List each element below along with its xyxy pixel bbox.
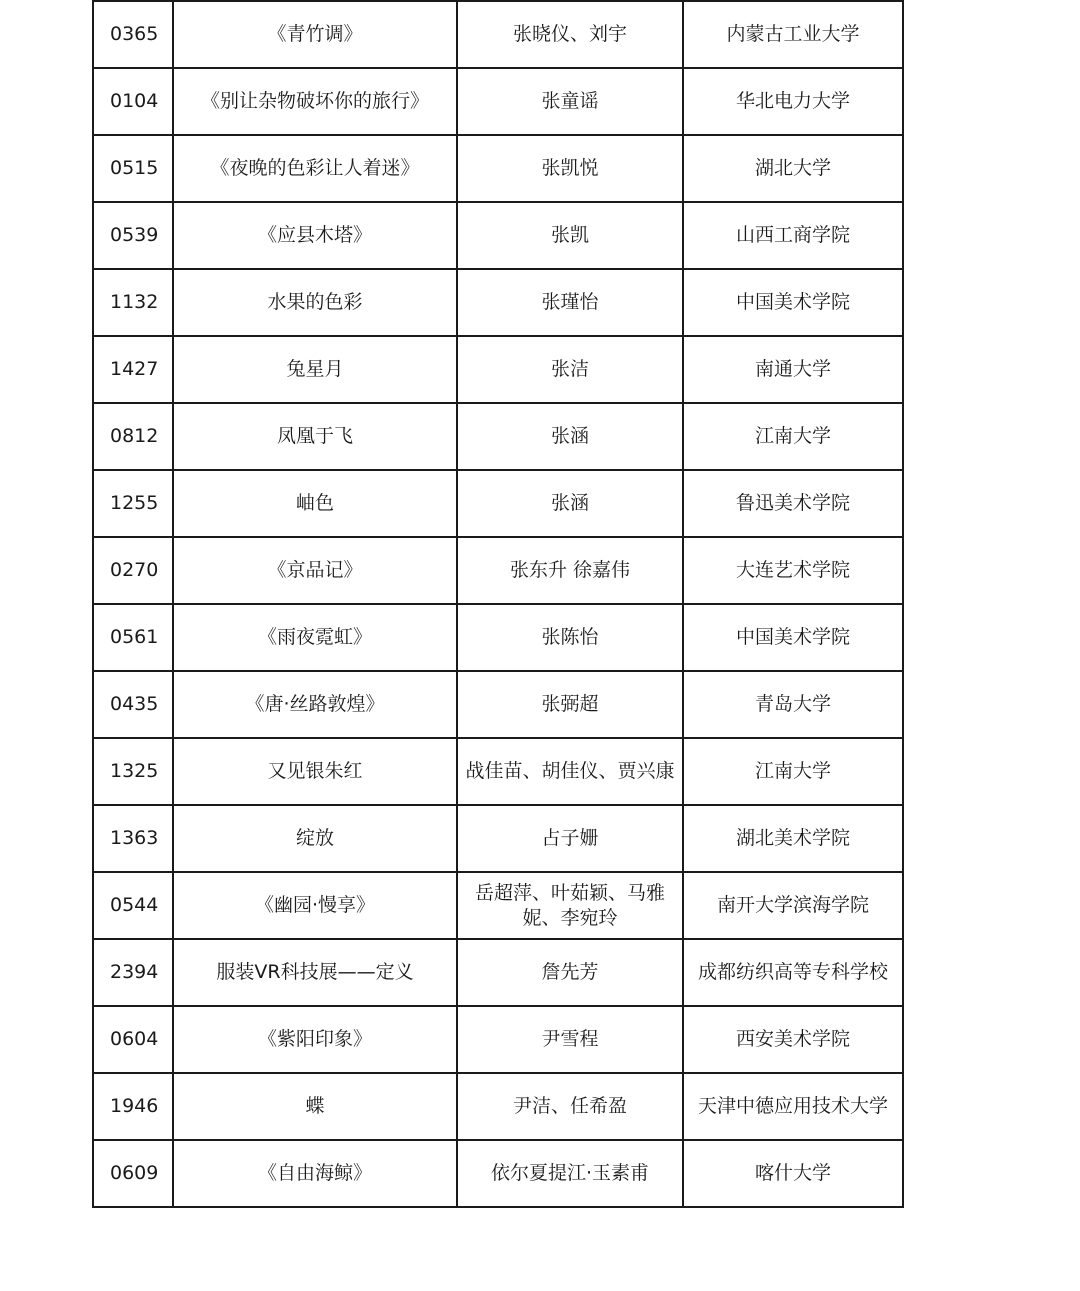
table-row [93,135,903,202]
table-row [93,738,903,805]
author-names: 岳超萍、叶茹颖、马雅妮、李宛玲 [457,872,683,939]
entry-id: 0604 [93,1006,173,1073]
author-names: 战佳苗、胡佳仪、贾兴康 [457,738,683,805]
entry-id: 2394 [93,939,173,1006]
author-names: 张陈怡 [457,604,683,671]
work-title: 兔星月 [173,336,457,403]
school-name: 江南大学 [683,403,903,470]
entry-id: 0270 [93,537,173,604]
school-name: 青岛大学 [683,671,903,738]
author-names: 张东升 徐嘉伟 [457,537,683,604]
entry-id: 0365 [93,1,173,68]
entry-id: 1946 [93,1073,173,1140]
school-name: 山西工商学院 [683,202,903,269]
table-row [93,604,903,671]
table-row [93,1073,903,1140]
author-names: 尹洁、任希盈 [457,1073,683,1140]
work-title: 凤凰于飞 [173,403,457,470]
table-row [93,805,903,872]
author-names: 张弼超 [457,671,683,738]
author-names: 张涵 [457,403,683,470]
table-row [93,939,903,1006]
table-row [93,336,903,403]
school-name: 成都纺织高等专科学校 [683,939,903,1006]
work-title: 水果的色彩 [173,269,457,336]
school-name: 西安美术学院 [683,1006,903,1073]
work-title: 《紫阳印象》 [173,1006,457,1073]
table-row [93,671,903,738]
work-title: 绽放 [173,805,457,872]
school-name: 天津中德应用技术大学 [683,1073,903,1140]
author-names: 詹先芳 [457,939,683,1006]
school-name: 江南大学 [683,738,903,805]
author-names: 张涵 [457,470,683,537]
entry-id: 0104 [93,68,173,135]
school-name: 大连艺术学院 [683,537,903,604]
entry-id: 1132 [93,269,173,336]
work-title: 蝶 [173,1073,457,1140]
work-title: 《唐·丝路敦煌》 [173,671,457,738]
entry-id: 0539 [93,202,173,269]
school-name: 内蒙古工业大学 [683,1,903,68]
author-names: 张洁 [457,336,683,403]
entry-id: 0609 [93,1140,173,1207]
work-title: 《京品记》 [173,537,457,604]
school-name: 南通大学 [683,336,903,403]
work-title: 《自由海鲸》 [173,1140,457,1207]
author-names: 依尔夏提江·玉素甫 [457,1140,683,1207]
work-title: 《别让杂物破坏你的旅行》 [173,68,457,135]
author-names: 尹雪程 [457,1006,683,1073]
work-title: 《雨夜霓虹》 [173,604,457,671]
author-names: 张凯悦 [457,135,683,202]
entry-id: 0515 [93,135,173,202]
results-table [92,0,904,1208]
table-row [93,1006,903,1073]
entry-id: 0812 [93,403,173,470]
entry-id: 0561 [93,604,173,671]
work-title: 服装VR科技展——定义 [173,939,457,1006]
work-title: 《幽园·慢享》 [173,872,457,939]
school-name: 南开大学滨海学院 [683,872,903,939]
author-names: 占子姗 [457,805,683,872]
school-name: 中国美术学院 [683,604,903,671]
table-row [93,403,903,470]
school-name: 湖北美术学院 [683,805,903,872]
author-names: 张晓仪、刘宇 [457,1,683,68]
school-name: 中国美术学院 [683,269,903,336]
entry-id: 1325 [93,738,173,805]
entry-id: 0544 [93,872,173,939]
results-table-body [93,1,903,1207]
school-name: 华北电力大学 [683,68,903,135]
table-row [93,1,903,68]
entry-id: 1363 [93,805,173,872]
school-name: 鲁迅美术学院 [683,470,903,537]
school-name: 湖北大学 [683,135,903,202]
work-title: 《青竹调》 [173,1,457,68]
author-names: 张凯 [457,202,683,269]
work-title: 《应县木塔》 [173,202,457,269]
results-table-container [92,0,902,1208]
table-row [93,872,903,939]
school-name: 喀什大学 [683,1140,903,1207]
author-names: 张瑾怡 [457,269,683,336]
entry-id: 0435 [93,671,173,738]
table-row [93,537,903,604]
entry-id: 1427 [93,336,173,403]
table-row [93,202,903,269]
table-row [93,1140,903,1207]
work-title: 岫色 [173,470,457,537]
work-title: 又见银朱红 [173,738,457,805]
entry-id: 1255 [93,470,173,537]
work-title: 《夜晚的色彩让人着迷》 [173,135,457,202]
table-row [93,68,903,135]
table-row [93,269,903,336]
author-names: 张童谣 [457,68,683,135]
table-row [93,470,903,537]
